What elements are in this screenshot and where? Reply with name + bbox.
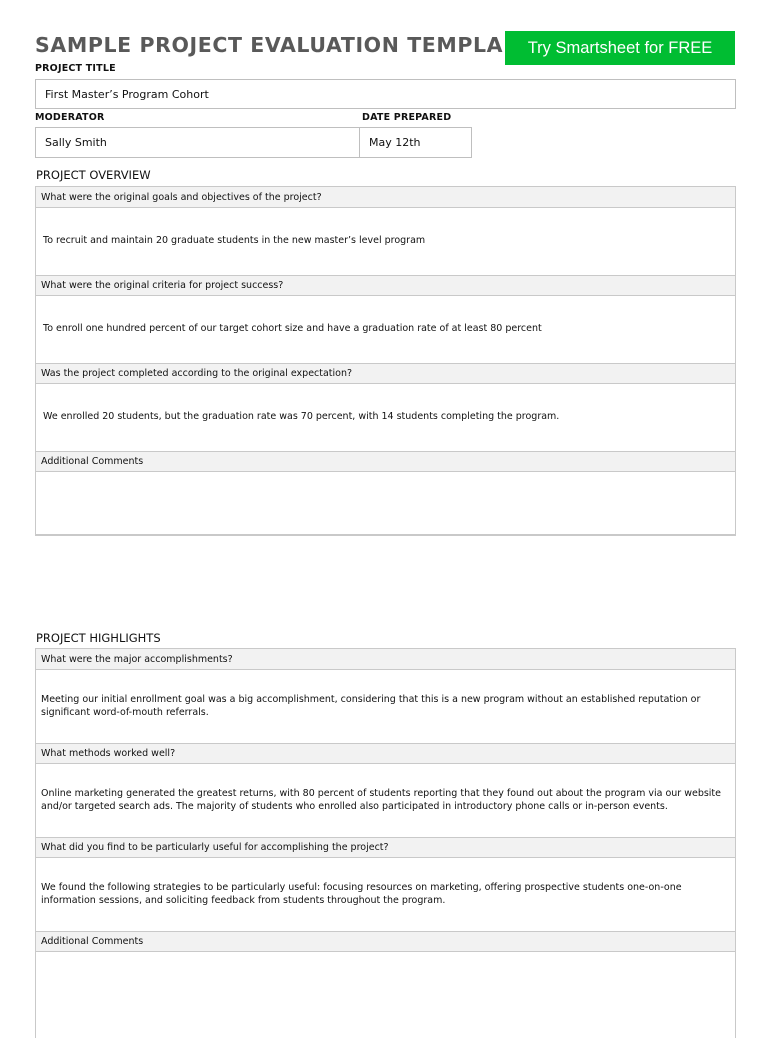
project-title-field[interactable]: First Master’s Program Cohort: [35, 79, 736, 109]
project-highlights-heading: PROJECT HIGHLIGHTS: [36, 631, 161, 645]
highlights-answer-comments[interactable]: [36, 952, 735, 1042]
highlights-question-accomplishments: What were the major accomplishments?: [36, 649, 735, 670]
overview-answer-completion[interactable]: We enrolled 20 students, but the graduation rate was 70 percent, with 14 students completing the program.: [36, 384, 735, 451]
date-prepared-field[interactable]: May 12th: [359, 127, 472, 158]
project-overview-heading: PROJECT OVERVIEW: [36, 168, 151, 182]
highlights-question-comments: Additional Comments: [36, 931, 735, 952]
overview-answer-goals[interactable]: To recruit and maintain 20 graduate students in the new master’s level program: [36, 208, 735, 275]
highlights-question-methods: What methods worked well?: [36, 743, 735, 764]
moderator-field[interactable]: Sally Smith: [35, 127, 361, 158]
highlights-answer-accomplishments[interactable]: Meeting our initial enrollment goal was a big accomplishment, considering that this is a new program without an established reputation or significant word-of-mouth referrals.: [36, 670, 735, 743]
overview-question-completion: Was the project completed according to the original expectation?: [36, 363, 735, 384]
page-title: SAMPLE PROJECT EVALUATION TEMPLA: [35, 33, 504, 57]
project-overview-table: [35, 186, 736, 536]
moderator-label: MODERATOR: [35, 112, 105, 123]
project-title-label: PROJECT TITLE: [35, 63, 116, 74]
date-prepared-label: DATE PREPARED: [362, 112, 452, 123]
overview-question-criteria: What were the original criteria for project success?: [36, 275, 735, 296]
project-highlights-table: [35, 648, 736, 1038]
overview-answer-comments[interactable]: [36, 472, 735, 534]
highlights-answer-methods[interactable]: Online marketing generated the greatest returns, with 80 percent of students reporting that they found out about the program via our website and/or targeted search ads. The majority of students who enrolled also participated in introductory phone calls or in-person events.: [36, 764, 735, 837]
highlights-answer-useful[interactable]: We found the following strategies to be particularly useful: focusing resources on marketing, offering prospective students one-on-one information sessions, and soliciting feedback from students throughout the program.: [36, 858, 735, 931]
overview-question-goals: What were the original goals and objectives of the project?: [36, 187, 735, 208]
overview-question-comments: Additional Comments: [36, 451, 735, 472]
highlights-question-useful: What did you find to be particularly useful for accomplishing the project?: [36, 837, 735, 858]
overview-answer-criteria[interactable]: To enroll one hundred percent of our target cohort size and have a graduation rate of at least 80 percent: [36, 296, 735, 363]
try-smartsheet-button[interactable]: Try Smartsheet for FREE: [505, 31, 735, 65]
